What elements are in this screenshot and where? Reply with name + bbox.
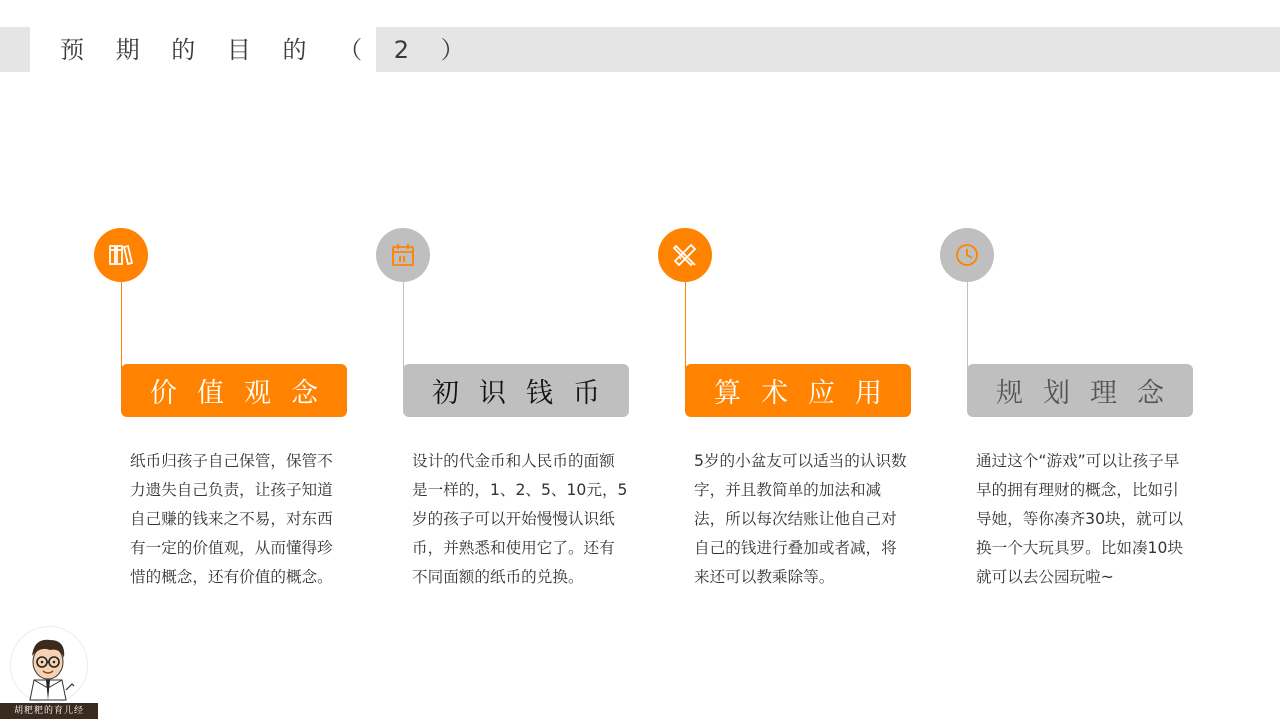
card-know-currency [376,228,636,598]
clock-icon [953,241,981,269]
card-value-concept [94,228,354,598]
books-icon [107,241,135,269]
card-arithmetic [658,228,918,598]
connector-line [403,282,404,369]
card-title: 价值观念 [121,364,347,417]
card-icon-circle [658,228,712,282]
connector-line [685,282,686,369]
mascot-avatar [10,628,86,704]
connector-line [967,282,968,369]
card-description: 纸币归孩子自己保管，保管不力遗失自己负责，让孩子知道自己赚的钱来之不易，对东西有一定的价值观，从而懂得珍惜的概念，还有价值的概念。 [130,452,333,586]
calendar-icon [389,241,417,269]
page-title: 预 期 的 目 的 （ 2 ） [60,36,477,64]
card-title: 算术应用 [685,364,911,417]
card-title: 初识钱币 [403,364,629,417]
header-accent-left [0,27,30,72]
header-accent-right [376,27,1280,72]
card-title: 规划理念 [967,364,1193,417]
card-description: 5岁的小盆友可以适当的认识数字，并且教简单的加法和减法，所以每次结账让他自己对自己的钱进行叠加或者减，将来还可以教乘除等。 [694,452,907,586]
connector-line [121,282,122,369]
card-icon-circle [376,228,430,282]
card-description: 通过这个“游戏”可以让孩子早早的拥有理财的概念，比如引导她，等你凑齐30块，就可以换一个大玩具罗。比如凑10块就可以去公园玩啦~ [976,452,1183,586]
card-description: 设计的代金币和人民币的面额是一样的，1、2、5、10元，5岁的孩子可以开始慢慢认识纸币，并熟悉和使用它了。还有不同面额的纸币的兑换。 [412,452,628,586]
ruler-pencil-icon [671,241,699,269]
card-icon-circle [94,228,148,282]
card-icon-circle [940,228,994,282]
card-planning [940,228,1200,598]
mascot-label: 胡粑粑的育儿经 [0,703,98,719]
mascot-badge [0,626,98,720]
